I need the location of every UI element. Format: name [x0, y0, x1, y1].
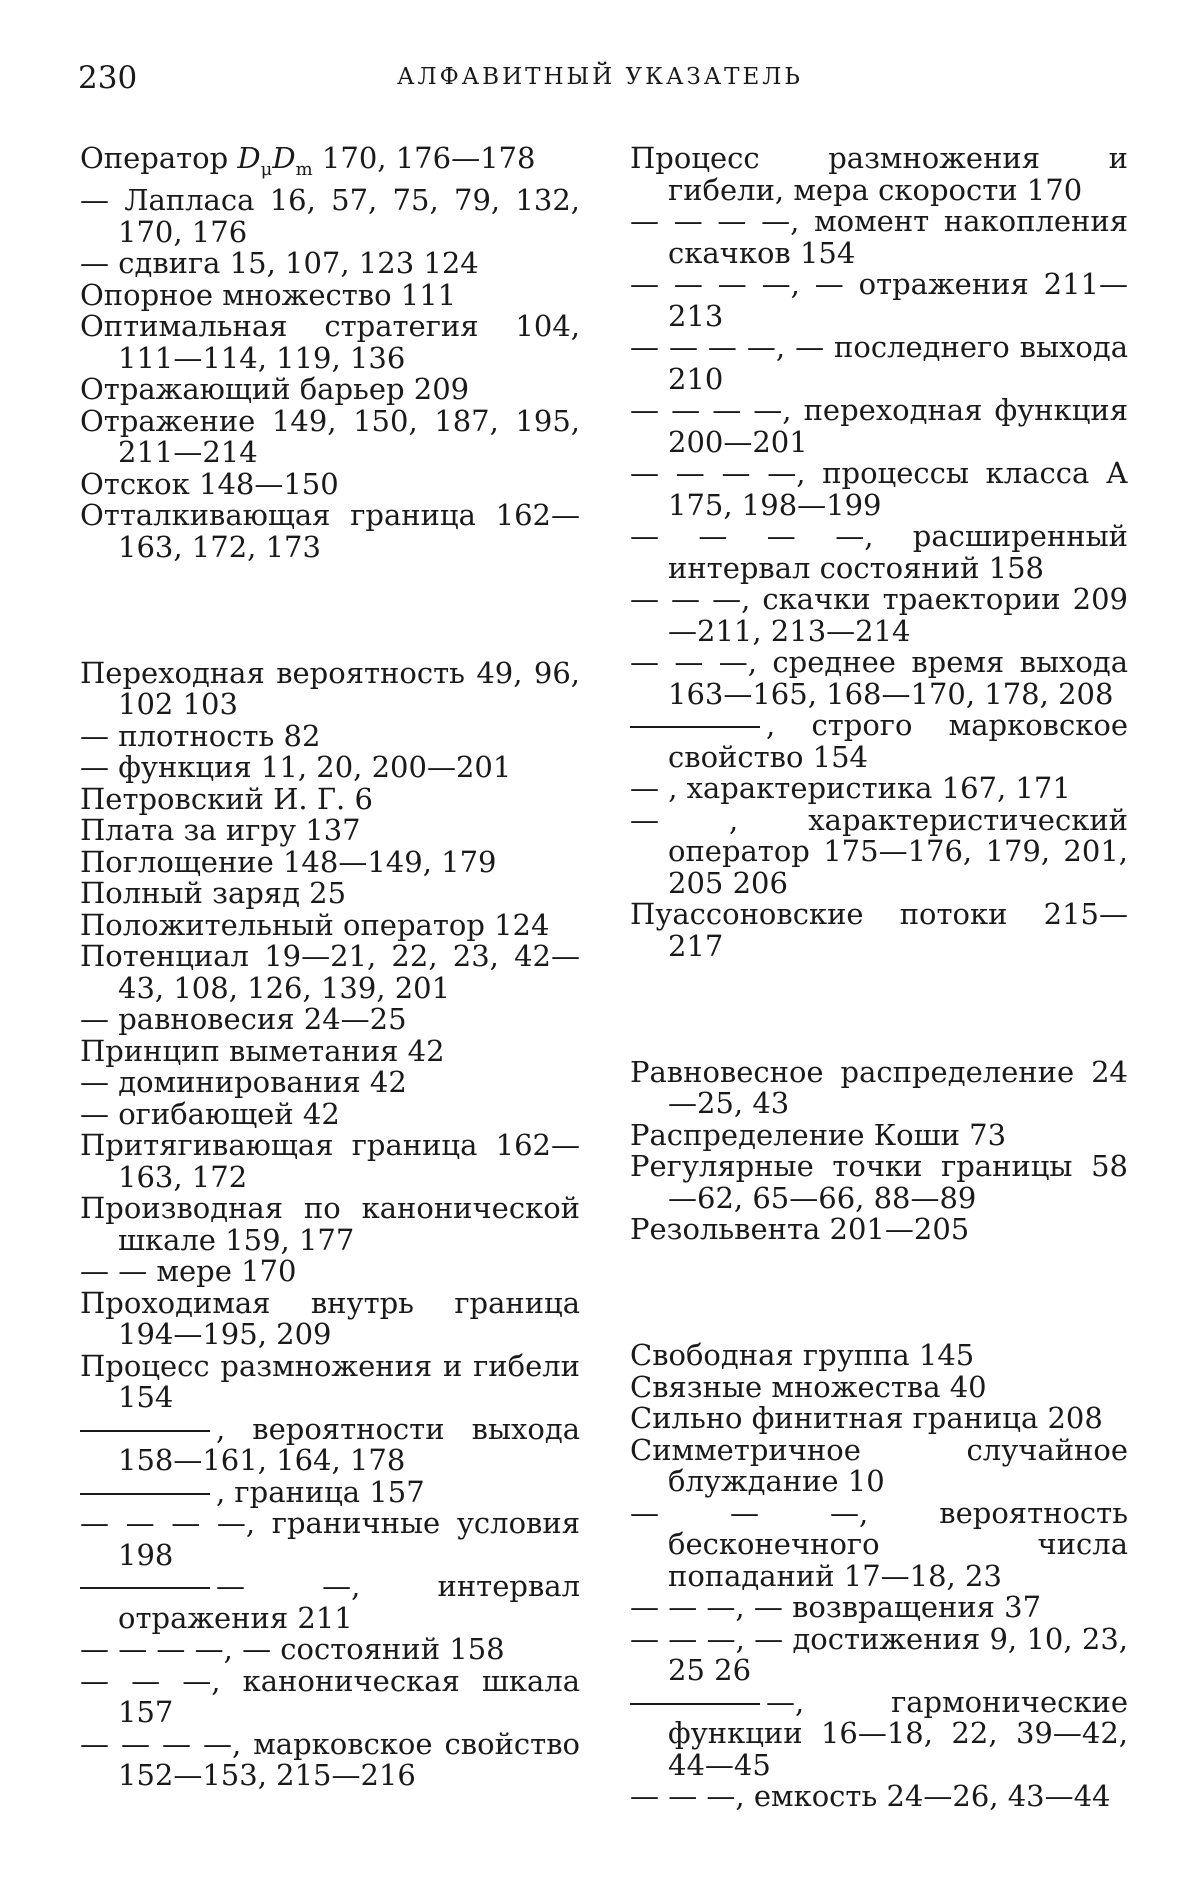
- index-entry-text: — функция 11, 20, 200—201: [80, 750, 512, 785]
- index-entry-text: — , характеристический оператор 175—176, 179, 201, 205 206: [630, 802, 1128, 900]
- index-entry-text: — — —, среднее время выхода 163—165, 168—170, 178, 208: [630, 645, 1128, 711]
- index-entry-text: Распределение Коши 73: [630, 1117, 1007, 1152]
- index-entry-text: — доминирования 42: [80, 1065, 407, 1100]
- index-entry: [80, 1634, 580, 1666]
- index-entry: [630, 458, 1128, 521]
- index-entry-text: , вероятности выхода 158—161, 164, 178: [118, 1411, 580, 1478]
- index-entry-text: Регулярные точки границы 58—62, 65—66, 88—89: [630, 1149, 1128, 1215]
- index-entry-text: — — —, вероятность бесконечного числа попаданий 17—18, 23: [630, 1495, 1128, 1593]
- index-entry: [80, 248, 580, 280]
- index-entry: [630, 1592, 1128, 1624]
- index-entry-text: Опорное множество 111: [80, 277, 457, 312]
- index-entry-text: — — —, скачки траектории 209—211, 213—214: [630, 582, 1128, 648]
- index-entry: [80, 1571, 580, 1634]
- index-entry: [80, 907, 580, 942]
- repeat-dash-leader: [630, 1703, 760, 1705]
- page-number: 230: [78, 60, 138, 96]
- index-entry: [80, 1285, 580, 1352]
- index-entry: [80, 815, 580, 847]
- index-entry: [630, 1340, 1128, 1372]
- index-entry-text: —, гармонические функции 16—18, 22, 39—42, 44—45: [668, 1684, 1128, 1782]
- index-entry-text: Отражающий барьер 209: [80, 372, 470, 407]
- index-entry: [630, 1432, 1128, 1498]
- index-entry-text: — — — —, момент накопления скачков 154: [630, 204, 1128, 270]
- index-entry: [80, 844, 580, 879]
- index-entry: [630, 710, 1128, 773]
- index-entry: [80, 1411, 580, 1478]
- index-entry-text: — — —, емкость 24—26, 43—44: [630, 1779, 1111, 1813]
- index-entry: [630, 269, 1128, 332]
- index-entry-text: Сильно финитная граница 208: [630, 1401, 1103, 1435]
- index-entry-text: , граница 157: [216, 1474, 425, 1509]
- index-entry: [80, 1348, 580, 1415]
- index-entry: [80, 500, 580, 563]
- index-entry: [630, 899, 1128, 962]
- index-entry-text: Связные множества 40: [630, 1369, 987, 1404]
- index-entry: [80, 1033, 580, 1068]
- index-entry: [630, 647, 1128, 710]
- index-entry: [80, 1256, 580, 1288]
- index-entry: [630, 1369, 1128, 1404]
- index-entry: [630, 1054, 1128, 1120]
- index-entry-text: Принцип выметания 42: [80, 1033, 445, 1068]
- index-entry: [80, 374, 580, 406]
- index-entry-text: Процесс размножения и гибели, мера скорости 170: [630, 141, 1128, 207]
- index-entry-text: Потенциал 19—21, 22, 23, 42—43, 108, 126, 139, 201: [80, 939, 580, 1005]
- index-entry-text: Производная по канонической шкале 159, 177: [80, 1191, 580, 1257]
- index-entry: [80, 466, 580, 501]
- index-entry: [80, 655, 580, 722]
- index-entry: [630, 521, 1128, 584]
- index-entry: [80, 781, 580, 816]
- index-entry: [630, 1684, 1128, 1782]
- index-entry: [80, 1130, 580, 1193]
- index-entry: [80, 1508, 580, 1571]
- index-entry: [80, 752, 580, 784]
- index-entry: [630, 1781, 1128, 1813]
- index-entry: [80, 311, 580, 374]
- index-entry-text: Оператор $D_\mu D_m$ 170, 176—178: [80, 141, 536, 180]
- index-entry: [80, 718, 580, 753]
- index-entry-text: — , характеристика 167, 171: [630, 771, 1071, 805]
- index-entry-text: — — — —, — состояний 158: [80, 1632, 505, 1667]
- index-entry-text: Поглощение 148—149, 179: [80, 844, 497, 879]
- index-entry-text: — Лапласа 16, 57, 75, 79, 132, 170, 176: [80, 183, 580, 249]
- index-entry-text: — — — —, граничные условия 198: [80, 1506, 580, 1572]
- index-entry-text: Притягивающая граница 162—163, 172: [80, 1128, 580, 1194]
- index-entry: [630, 1621, 1128, 1687]
- index-entry-text: Полный заряд 25: [80, 876, 347, 911]
- index-entry: [80, 1474, 580, 1509]
- index-entry-text: — сдвига 15, 107, 123 124: [80, 246, 479, 281]
- index-entry: [80, 941, 580, 1004]
- index-entry-text: Свободная группа 145: [630, 1338, 975, 1372]
- running-title: АЛФАВИТНЫЙ УКАЗАТЕЛЬ: [397, 64, 803, 90]
- index-entry-text: — — —, — достижения 9, 10, 23, 25 26: [630, 1621, 1128, 1687]
- index-entry-text: Плата за игру 137: [80, 813, 361, 848]
- index-column-left: [80, 143, 580, 1792]
- index-entry: [630, 332, 1128, 395]
- index-entry: [630, 1117, 1128, 1152]
- index-entry: [80, 1726, 580, 1793]
- index-entry-text: Пуассоновские потоки 215—217: [630, 897, 1128, 963]
- index-entry-text: — — — —, — последнего выхода 210: [630, 330, 1128, 396]
- index-entry: [630, 143, 1128, 206]
- index-entry: [80, 878, 580, 910]
- section-gap: [80, 563, 580, 658]
- index-entry-text: Переходная вероятность 49, 96, 102 103: [80, 655, 580, 722]
- index-entry-text: — — — —, переходная функция 200—201: [630, 393, 1128, 459]
- index-entry-text: — равновесия 24—25: [80, 1002, 407, 1037]
- repeat-dash-leader: [80, 1430, 210, 1432]
- index-entry: [80, 1004, 580, 1036]
- index-entry: [630, 1151, 1128, 1214]
- index-entry: [80, 403, 580, 470]
- repeat-dash-leader: [80, 1493, 210, 1495]
- index-entry-text: — — — —, процессы класса А 175, 198—199: [630, 456, 1128, 522]
- index-entry: [80, 277, 580, 312]
- index-entry: [80, 1193, 580, 1256]
- index-entry-text: Проходимая внутрь граница 194—195, 209: [80, 1285, 580, 1352]
- index-column-right: [630, 143, 1128, 1813]
- index-entry: [80, 1096, 580, 1131]
- index-entry-text: — — —, — возвращения 37: [630, 1590, 1042, 1624]
- index-entry: [630, 1403, 1128, 1435]
- section-gap: [630, 962, 1128, 1057]
- repeat-dash-leader: [80, 1587, 210, 1589]
- index-entry-text: Процесс размножения и гибели 154: [80, 1348, 580, 1415]
- index-entry-text: — — мере 170: [80, 1254, 297, 1289]
- index-entry-text: Отскок 148—150: [80, 466, 339, 501]
- index-entry: [630, 206, 1128, 269]
- index-entry-text: Симметричное случайное блуждание 10: [630, 1432, 1128, 1498]
- index-entry-text: Петровский И. Г. 6: [80, 781, 373, 816]
- index-entry-text: — —, интервал отражения 211: [118, 1569, 580, 1635]
- index-entry: [80, 1067, 580, 1099]
- index-entry-text: , строго марковское свойство 154: [668, 708, 1128, 774]
- index-entry-text: Отталкивающая граница 162—163, 172, 173: [80, 498, 580, 564]
- index-entry-text: Положительный оператор 124: [80, 907, 550, 942]
- index-entry-text: Равновесное распределение 24—25, 43: [630, 1054, 1128, 1120]
- index-entry: [630, 802, 1128, 900]
- index-entry-text: — — — —, — отражения 211—213: [630, 267, 1128, 333]
- index-entry-text: Резольвента 201—205: [630, 1212, 970, 1246]
- index-entry: [80, 1663, 580, 1730]
- index-entry-text: — — — —, марковское свойство 152—153, 215—216: [80, 1726, 580, 1793]
- index-entry-text: Оптимальная стратегия 104, 111—114, 119, 136: [80, 309, 580, 375]
- index-entry-text: — плотность 82: [80, 718, 321, 753]
- index-entry-text: — — —, каноническая шкала 157: [80, 1663, 580, 1730]
- index-entry: [630, 773, 1128, 805]
- index-entry-text: — огибающей 42: [80, 1096, 340, 1131]
- index-entry: [630, 395, 1128, 458]
- index-entry: [630, 584, 1128, 647]
- index-entry: [80, 143, 580, 185]
- index-entry: [630, 1214, 1128, 1246]
- index-entry-text: — — — —, расширенный интервал состояний 158: [630, 519, 1128, 585]
- repeat-dash-leader: [630, 726, 760, 728]
- index-entry-text: Отражение 149, 150, 187, 195, 211—214: [80, 403, 580, 470]
- index-entry: [630, 1495, 1128, 1593]
- section-gap: [630, 1246, 1128, 1341]
- index-entry: [80, 185, 580, 248]
